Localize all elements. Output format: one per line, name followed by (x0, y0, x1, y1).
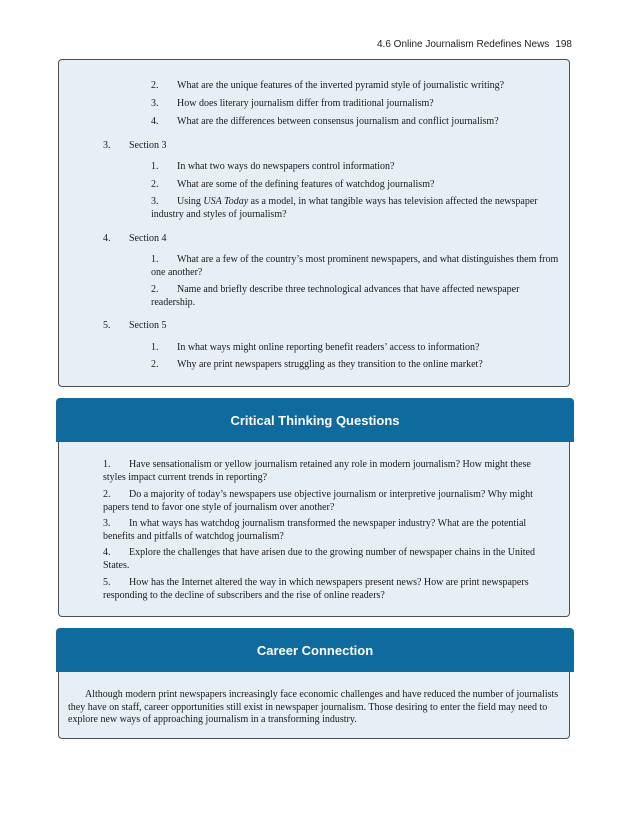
question-text: Name and briefly describe three technological advances that have affected newspaper readership. (151, 284, 520, 308)
running-header (377, 39, 572, 50)
question-text: How has the Internet altered the way in which newspapers present news? How are print newspapers responding to the decline of subscribers and the rise of online readers? (103, 577, 529, 601)
question-text: In what ways might online reporting benefit readers’ access to information? (177, 342, 480, 353)
item-number: 1. (151, 254, 159, 265)
career-connection-header (56, 628, 574, 672)
question-text: What are a few of the country’s most prominent newspapers, and what distinguishes them from one another? (151, 254, 559, 278)
critical-thinking-box (58, 400, 570, 617)
item-number: 3. (151, 196, 159, 207)
item-number: 5. (103, 577, 111, 588)
question-text: Using USA Today as a model, in what tangible ways has television affected the newspaper industry and styles of journalism? (151, 196, 538, 220)
question-text: In what two ways do newspapers control information? (177, 161, 395, 172)
question-text: How does literary journalism differ from traditional journalism? (177, 98, 434, 109)
question-text: What are the unique features of the inverted pyramid style of journalistic writing? (177, 80, 505, 91)
page-number: 198 (555, 39, 572, 50)
section-label: Section 4 (129, 233, 167, 244)
item-number: 1. (151, 342, 159, 353)
section-number: 4. (103, 233, 111, 244)
career-connection-title: Career Connection (256, 642, 374, 658)
question-text: What are some of the defining features of watchdog journalism? (177, 179, 435, 190)
review-questions-box (58, 59, 570, 387)
question-text: Why are print newspapers struggling as they transition to the online market? (177, 359, 483, 370)
question-text: Explore the challenges that have arisen due to the growing number of newspaper chains in the United States. (103, 547, 535, 571)
section-label: Section 5 (129, 320, 167, 331)
critical-thinking-header (56, 398, 574, 442)
question-text: Do a majority of today’s newspapers use objective journalism or interpretive journalism? Why might papers tend to favor one style of journalism over another? (103, 489, 533, 513)
publication-title: USA Today (203, 196, 249, 207)
item-number: 1. (103, 459, 111, 470)
item-number: 1. (151, 161, 159, 172)
question-text: What are the differences between consensus journalism and conflict journalism? (177, 116, 499, 127)
career-connection-text: Although modern print newspapers increasingly face economic challenges and have reduced the number of journalists they have on staff, career opportunities still exist in newspaper journalism. Those desiring to enter the field may need to explore new ways of approaching journalism in a transforming industry. (68, 689, 559, 725)
career-connection-box (58, 630, 570, 739)
critical-thinking-title: Critical Thinking Questions (230, 412, 400, 428)
item-number: 4. (151, 116, 159, 127)
item-number: 2. (151, 80, 159, 91)
item-number: 2. (103, 489, 111, 500)
section-title: 4.6 Online Journalism Redefines News (377, 39, 550, 50)
section-number: 3. (103, 140, 111, 151)
section-number: 5. (103, 320, 111, 331)
question-text: Have sensationalism or yellow journalism retained any role in modern journalism? How might these styles impact current trends in reporting? (103, 459, 531, 483)
item-number: 3. (151, 98, 159, 109)
item-number: 2. (151, 359, 159, 370)
item-number: 2. (151, 284, 159, 295)
item-number: 3. (103, 518, 111, 529)
question-text: In what ways has watchdog journalism transformed the newspaper industry? What are the potential benefits and pitfalls of watchdog journalism? (103, 518, 527, 542)
section-label: Section 3 (129, 140, 167, 151)
item-number: 4. (103, 547, 111, 558)
item-number: 2. (151, 179, 159, 190)
